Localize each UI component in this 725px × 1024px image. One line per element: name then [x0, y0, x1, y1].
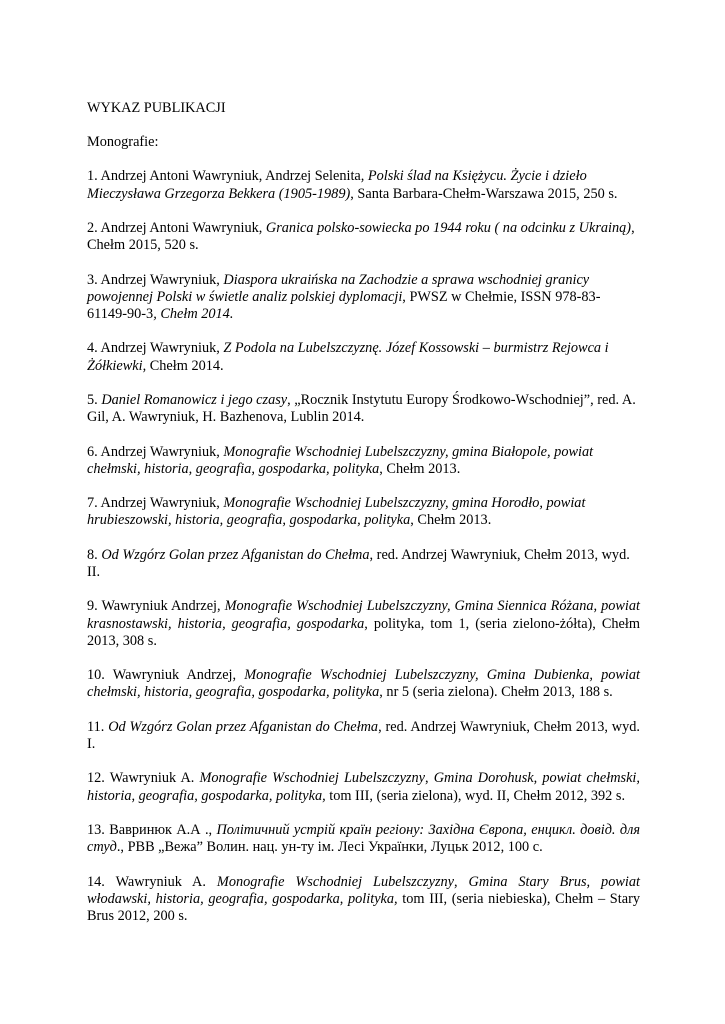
publication-entry: 9. Wawryniuk Andrzej, Monografie Wschodniej Lubelszczyzny, Gmina Siennica Różana, powiat krasnostawski, historia, geografia, gospodarka, polityka, tom 1, (seria zielono-żółta), Chełm 2013, 308 s.: [87, 598, 640, 649]
publication-entry: 6. Andrzej Wawryniuk, Monografie Wschodniej Lubelszczyzny, gmina Białopole, powiat chełmski, historia, geografia, gospodarka, polityka, Chełm 2013.: [87, 443, 594, 477]
publication-entry: 12. Wawryniuk A. Monografie Wschodniej Lubelszczyzny, Gmina Dorohusk, powiat chełmski, historia, geografia, gospodarka, polityka, tom III, (seria zielona), wyd. II, Chełm 2012, 392 s.: [87, 770, 640, 804]
publication-entry: 7. Andrzej Wawryniuk, Monografie Wschodniej Lubelszczyzny, gmina Horodło, powiat hrubieszowski, historia, geografia, gospodarka, polityka, Chełm 2013.: [87, 495, 586, 529]
publication-entry: 11. Od Wzgórz Golan przez Afganistan do Chełma, red. Andrzej Wawryniuk, Chełm 2013, wyd. I.: [87, 718, 640, 752]
publication-entry: 2. Andrzej Antoni Wawryniuk, Granica polsko-sowiecka po 1944 roku ( na odcinku z Ukrainą), Chełm 2015, 520 s.: [87, 220, 635, 254]
section-heading: Monografie:: [87, 134, 159, 151]
publication-entry: 8. Od Wzgórz Golan przez Afganistan do Chełma, red. Andrzej Wawryniuk, Chełm 2013, wyd. II.: [87, 546, 630, 580]
page-title: WYKAZ PUBLIKACJI: [87, 100, 226, 116]
publication-entry: 1. Andrzej Antoni Wawryniuk, Andrzej Selenita, Polski ślad na Księżycu. Życie i dzieło Mieczysława Grzegorza Bekkera (1905-1989), Santa Barbara-Chełm-Warszawa 2015, 250 s.: [87, 168, 618, 202]
publication-entry: 3. Andrzej Wawryniuk, Diaspora ukraińska na Zachodzie a sprawa wschodniej granicy powojennej Polski w świetle analiz polskiej dyplomacji, PWSZ w Chełmie, ISSN 978-83-61149-90-3, Chełm 2014.: [87, 271, 601, 322]
publication-entry: 13. Вавринюк А.А ., Політичний устрій країн регіону: Західна Європа, енцикл. довід. для студ., РВВ „Вежа” Волин. нац. ун-ту ім. Лесі Українки, Луцьк 2012, 100 с.: [87, 821, 640, 856]
document-page: [87, 100, 640, 942]
publication-entry: 4. Andrzej Wawryniuk, Z Podola na Lubelszczyznę. Józef Kossowski – burmistrz Rejowca i Żółkiewki, Chełm 2014.: [87, 340, 609, 374]
publication-entry: 5. Daniel Romanowicz i jego czasy, „Rocznik Instytutu Europy Środkowo-Wschodniej”, red. A. Gil, A. Wawryniuk, H. Bazhenova, Lublin 2014.: [87, 391, 636, 426]
publication-entry: 14. Wawryniuk A. Monografie Wschodniej Lubelszczyzny, Gmina Stary Brus, powiat włodawski, historia, geografia, gospodarka, polityka, tom III, (seria niebieska), Chełm – Stary Brus 2012, 200 s.: [87, 873, 640, 924]
publication-entry: 10. Wawryniuk Andrzej, Monografie Wschodniej Lubelszczyzny, Gmina Dubienka, powiat chełmski, historia, geografia, gospodarka, polityka, nr 5 (seria zielona). Chełm 2013, 188 s.: [87, 667, 640, 701]
